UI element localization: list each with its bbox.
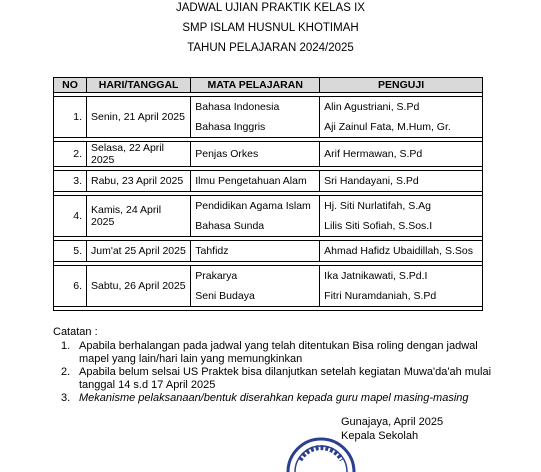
row-subjects (191, 171, 320, 192)
col-subject: MATA PELAJARAN (191, 78, 320, 93)
row-number: 6. (54, 266, 87, 307)
row-examiners (320, 266, 483, 307)
subject-name: Tahfidz (195, 245, 229, 257)
note-item (53, 392, 493, 405)
row-examiners (320, 142, 483, 167)
examiner-name: Ahmad Hafidz Ubaidillah, S.Sos (324, 245, 473, 257)
table-row (54, 196, 483, 237)
schedule-table (53, 77, 483, 311)
row-subjects (191, 196, 320, 237)
note-number: 1. (61, 340, 71, 352)
notes-title: Catatan : (53, 326, 98, 338)
doc-title: JADWAL UJIAN PRAKTIK KELAS IX (176, 2, 365, 14)
school-name: SMP ISLAM HUSNUL KHOTIMAH (182, 22, 359, 34)
note-number: 2. (61, 366, 71, 378)
note-text-cont: tanggal 14 s.d 17 April 2025 (79, 379, 216, 391)
row-day: Jum'at 25 April 2025 (87, 241, 191, 262)
row-subjects (191, 142, 320, 167)
table-row (54, 171, 483, 192)
subject-name: Ilmu Pengetahuan Alam (195, 175, 307, 187)
row-examiners (320, 171, 483, 192)
subject-name: Bahasa Inggris (195, 121, 266, 133)
note-text: Apabila berhalangan pada jadwal yang telah ditentukan Bisa roling dengan jadwal (79, 340, 478, 352)
row-examiners (320, 241, 483, 262)
examiner-name: Alin Agustriani, S.Pd (324, 101, 420, 113)
examiner-name: Arif Hermawan, S.Pd (324, 148, 423, 160)
table-row (54, 266, 483, 307)
col-examiner: PENGUJI (320, 78, 483, 93)
table-header-row (54, 78, 483, 93)
row-day: Kamis, 24 April 2025 (87, 196, 191, 237)
examiner-name: Aji Zainul Fata, M.Hum, Gr. (324, 121, 451, 133)
subject-name: Bahasa Indonesia (195, 101, 280, 113)
row-number: 5. (54, 241, 87, 262)
examiner-name: Lilis Siti Sofiah, S.Sos.I (324, 220, 433, 232)
row-number: 4. (54, 196, 87, 237)
examiner-name: Hj. Siti Nurlatifah, S.Ag (324, 200, 431, 212)
table-row (54, 241, 483, 262)
subject-name: Penjas Orkes (195, 148, 259, 160)
note-number: 3. (61, 392, 71, 404)
notes-list (53, 340, 493, 405)
col-day: HARI/TANGGAL (87, 78, 191, 93)
note-item (53, 366, 493, 392)
row-day: Sabtu, 26 April 2025 (87, 266, 191, 307)
row-number: 1. (54, 97, 87, 138)
row-day: Senin, 21 April 2025 (87, 97, 191, 138)
examiner-name: Ika Jatnikawati, S.Pd.I (324, 270, 428, 282)
subject-name: Bahasa Sunda (195, 220, 265, 232)
table-row (54, 142, 483, 167)
examiner-name: Fitri Nuramdaniah, S.Pd (324, 290, 437, 302)
row-day: Rabu, 23 April 2025 (87, 171, 191, 192)
row-separator (54, 307, 483, 311)
academic-year: TAHUN PELAJARAN 2024/2025 (187, 42, 354, 54)
note-item (53, 340, 493, 366)
signature-position: Kepala Sekolah (341, 430, 419, 442)
subject-name: Pendidikan Agama Islam (195, 200, 311, 212)
note-text-cont: mapel yang lain/hari lain yang memungkinkan (79, 353, 303, 365)
examiner-name: Sri Handayani, S.Pd (324, 175, 419, 187)
row-number: 3. (54, 171, 87, 192)
col-no: NO (54, 78, 87, 93)
row-subjects (191, 97, 320, 138)
school-seal-icon (286, 432, 356, 472)
subject-name: Prakarya (195, 270, 238, 282)
row-examiners (320, 97, 483, 138)
row-examiners (320, 196, 483, 237)
schedule-body (54, 93, 483, 311)
subject-name: Seni Budaya (195, 290, 255, 302)
row-subjects (191, 241, 320, 262)
table-row (54, 97, 483, 138)
row-day: Selasa, 22 April 2025 (87, 142, 191, 167)
note-text: Apabila belum selsai US Praktek bisa dilanjutkan setelah kegiatan Muwa'da'ah mulai (79, 366, 492, 378)
row-number: 2. (54, 142, 87, 167)
row-subjects (191, 266, 320, 307)
signature-place-date: Gunajaya, April 2025 (341, 416, 444, 428)
note-text: Mekanisme pelaksanaan/bentuk diserahkan kepada guru mapel masing-masing (79, 392, 469, 404)
